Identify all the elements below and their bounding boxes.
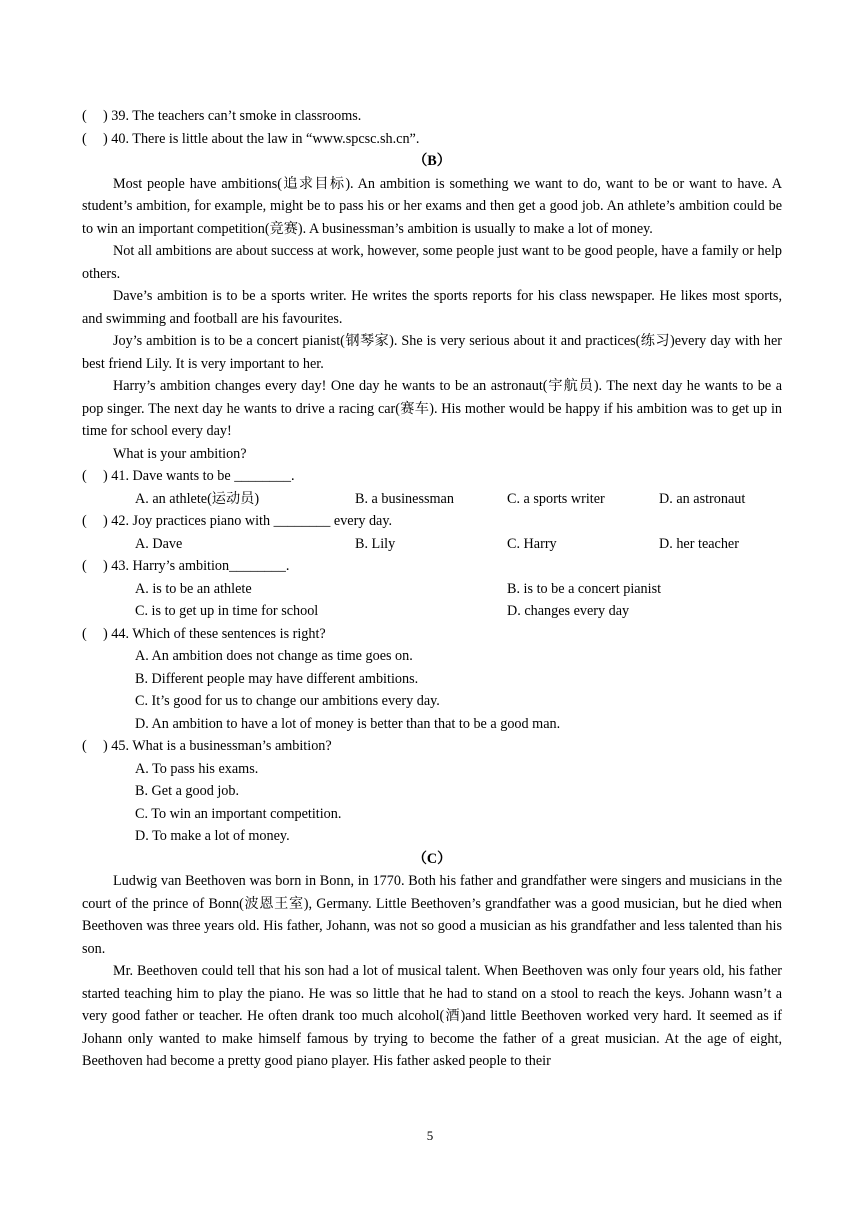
option-a[interactable]: A. An ambition does not change as time goes on.	[135, 648, 413, 664]
question-41	[82, 465, 782, 488]
passage-paragraph: Harry’s ambition changes every day! One day he wants to be an astronaut(宇航员). The next day he wants to be a pop singer. The next day he wants to drive a racing car(赛车). His mother would be happy if his ambition was to get up in time for school every day!	[82, 378, 782, 439]
question-45	[82, 735, 782, 758]
options-row	[82, 578, 782, 601]
section-b-heading: （B）	[413, 153, 451, 169]
option-b[interactable]: B. a businessman	[355, 490, 454, 507]
option-c[interactable]: C. To win an important competition.	[135, 805, 342, 822]
question-text: ) 41. Dave wants to be ________.	[103, 468, 295, 484]
option-d[interactable]: D. To make a lot of money.	[135, 828, 290, 844]
passage-paragraph: Ludwig van Beethoven was born in Bonn, in 1770. Both his father and grandfather were singers and musicians in the court of the prince of Bonn(波恩王室), Germany. Little Beethoven’s grandfather was a good musician, but he died when Beethoven was three years old. His father, Johann, was not so good a musician as his grandfather and less talented than his son.	[82, 873, 782, 957]
option-c[interactable]: C. Harry	[507, 535, 557, 552]
answer-paren[interactable]: (	[82, 625, 87, 642]
question-43	[82, 555, 782, 578]
question-text: ) 43. Harry’s ambition________.	[103, 558, 290, 574]
question-text: ) 42. Joy practices piano with ________ every day.	[103, 513, 393, 529]
question-text: ) 39. The teachers can’t smoke in classrooms.	[103, 108, 362, 124]
passage-paragraph: Joy’s ambition is to be a concert pianist(钢琴家). She is very serious about it and practices(练习)every day with her best friend Lily. It is very important to her.	[82, 333, 782, 372]
option-d[interactable]: D. an astronaut	[659, 490, 746, 507]
option-a[interactable]: A. To pass his exams.	[135, 760, 259, 777]
question-42	[82, 510, 782, 533]
passage-paragraph: Dave’s ambition is to be a sports writer. He writes the sports reports for his class newspaper. He likes most sports, and swimming and football are his favourites.	[82, 288, 782, 327]
question-text: ) 40. There is little about the law in “www.spcsc.sh.cn”.	[103, 130, 420, 147]
option-b[interactable]: B. Get a good job.	[135, 783, 240, 799]
page-content	[82, 105, 782, 1073]
section-c-heading: （C）	[412, 850, 452, 867]
question-44	[82, 623, 782, 646]
question-40	[82, 128, 782, 151]
answer-paren[interactable]: (	[82, 513, 87, 529]
option-b[interactable]: B. is to be a concert pianist	[507, 580, 662, 597]
options-row	[82, 533, 782, 556]
answer-paren[interactable]: (	[82, 468, 87, 484]
option-b[interactable]: B. Different people may have different ambitions.	[135, 670, 419, 687]
passage-paragraph: Not all ambitions are about success at work, however, some people just want to be good people, have a family or help others.	[82, 243, 782, 282]
option-d[interactable]: D. her teacher	[659, 535, 739, 552]
passage-paragraph: What is your ambition?	[113, 445, 247, 462]
question-text: ) 44. Which of these sentences is right?	[103, 625, 326, 642]
option-c[interactable]: C. is to get up in time for school	[135, 603, 319, 619]
page-number: 5	[426, 1128, 434, 1143]
question-39	[82, 105, 782, 128]
answer-paren[interactable]: (	[82, 558, 87, 574]
option-a[interactable]: A. an athlete(运动员)	[135, 490, 260, 507]
option-c[interactable]: C. a sports writer	[507, 490, 605, 507]
option-c[interactable]: C. It’s good for us to change our ambitions every day.	[135, 693, 440, 709]
question-text: ) 45. What is a businessman’s ambition?	[103, 738, 332, 754]
option-b[interactable]: B. Lily	[355, 535, 396, 552]
answer-paren[interactable]: (	[82, 130, 87, 147]
option-a[interactable]: A. is to be an athlete	[135, 580, 252, 597]
options-row	[82, 488, 782, 511]
answer-paren[interactable]: (	[82, 108, 87, 124]
passage-paragraph: Mr. Beethoven could tell that his son had a lot of musical talent. When Beethoven was only four years old, his father started teaching him to play the piano. He was so little that he had to stand on a stool to reach the keys. Johann wasn’t a very good father or teacher. He often drank too much alcohol(酒)and little Beethoven worked very hard. It seemed as if Johann only wanted to make himself famous by trying to become the father of a great musician. At the age of eight, Beethoven had become a pretty good piano player. His father asked people to their	[82, 963, 782, 1069]
options-row	[82, 600, 782, 623]
option-d[interactable]: D. changes every day	[507, 603, 630, 619]
option-a[interactable]: A. Dave	[135, 535, 183, 552]
passage-paragraph: Most people have ambitions(追求目标). An ambition is something we want to do, want to be or want to have. A student’s ambition, for example, might be to pass his or her exams and then get a good job. An athlete’s ambition could be to win an important competition(竞赛). A businessman’s ambition is usually to make a lot of money.	[82, 175, 782, 237]
answer-paren[interactable]: (	[82, 738, 87, 754]
option-d[interactable]: D. An ambition to have a lot of money is better than that to be a good man.	[135, 715, 561, 732]
